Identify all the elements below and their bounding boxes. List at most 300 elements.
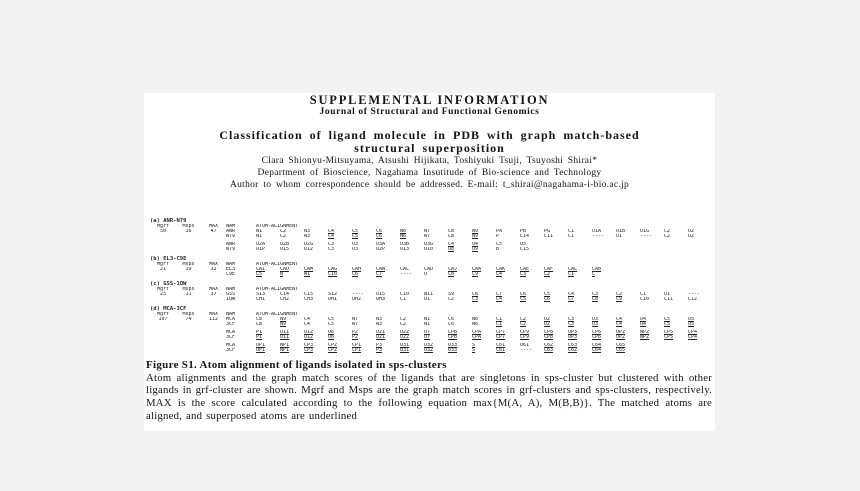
atom-cell: O2A <box>256 242 266 247</box>
atom-cell: CP6 <box>592 330 602 335</box>
atom-cell: C61 <box>496 343 506 348</box>
atom-cell: C63 <box>568 343 578 348</box>
alignment-section <box>150 306 715 353</box>
atom-cell: O4 <box>640 317 647 322</box>
atom-cell: C4 <box>616 322 623 327</box>
atom-cell: C3 <box>472 297 479 302</box>
atom-cell: B <box>496 247 500 252</box>
atom-cell: O9 <box>472 247 479 252</box>
ligand-name: 3CF <box>226 322 236 327</box>
atom-cell: CP9 <box>520 330 530 335</box>
atom-cell: C63 <box>544 348 554 353</box>
atom-cell: OP1 <box>256 348 266 353</box>
atom-cell: C4 <box>568 292 575 297</box>
score-msps: 74 <box>185 317 192 322</box>
atom-cell: N <box>280 272 284 277</box>
atom-cell: C3 <box>520 272 527 277</box>
atom-cell: C1 <box>400 297 407 302</box>
score-max <box>201 247 226 252</box>
atom-cell: CAM <box>304 267 314 272</box>
atom-cell: ---- <box>400 272 413 277</box>
atom-cell: C8 <box>592 297 599 302</box>
atom-cell: ---- <box>592 234 605 239</box>
alignment-row <box>150 297 715 302</box>
score-mgrf <box>150 322 176 327</box>
atom-cell: ---- <box>688 292 701 297</box>
col-header-max: MAX <box>208 224 219 229</box>
atom-cell: C4 <box>496 272 503 277</box>
score-max <box>201 335 226 340</box>
atom-cell: N7 <box>424 234 431 239</box>
atom-cell: C10 <box>328 272 338 277</box>
atom-cell: CP3 <box>304 343 314 348</box>
atom-cell: S <box>472 348 476 353</box>
atom-cell: CP5 <box>664 330 674 335</box>
atom-cell: OP3 <box>568 330 578 335</box>
atom-cell: P1 <box>256 330 263 335</box>
atom-cell: OH3 <box>376 297 386 302</box>
atom-cell: C2 <box>280 234 287 239</box>
ligand-name: GSS <box>226 292 236 297</box>
score-mgrf <box>150 348 176 353</box>
score-max <box>201 272 226 277</box>
score-msps <box>176 272 201 277</box>
atom-cell: C62 <box>544 343 554 348</box>
atom-cell: C12 <box>688 297 698 302</box>
atom-cell: O12 <box>304 335 314 340</box>
atom-cell: C4 <box>328 229 335 234</box>
atom-cell: CAH <box>352 267 362 272</box>
atom-cell: C61 <box>496 348 506 353</box>
atom-cell: CAE <box>520 267 530 272</box>
alignment-row <box>150 234 715 239</box>
atom-cell: O2 <box>544 317 551 322</box>
atom-cell: C6 <box>544 297 551 302</box>
atom-cell: O13 <box>400 247 410 252</box>
atom-cell: O3B <box>400 242 410 247</box>
atom-cell: PA <box>496 229 503 234</box>
atom-cell: N3 <box>304 234 311 239</box>
ligand-name: ANR <box>226 242 236 247</box>
atom-cell: CP4 <box>688 330 698 335</box>
ligand-name: N79 <box>226 234 236 239</box>
atom-cell: O3 <box>592 322 599 327</box>
col-header-mgrf: Mgrf <box>156 312 170 317</box>
alignment-row-group <box>150 292 715 302</box>
atom-cell: C2 <box>544 272 551 277</box>
atom-cell: N3 <box>376 322 383 327</box>
alignment-row-group <box>150 267 715 277</box>
col-header-atom-alignment: ATOM-ALIGNMENT <box>256 224 299 229</box>
atom-cell: O32 <box>424 348 434 353</box>
atom-cell: N3 <box>304 229 311 234</box>
atom-cell: C8 <box>472 292 479 297</box>
atom-alignment-tables <box>144 218 715 353</box>
atom-cell: CH1 <box>256 297 266 302</box>
atom-cell: P2 <box>352 330 359 335</box>
atom-cell: C3 <box>328 247 335 252</box>
atom-cell: C4 <box>304 317 311 322</box>
col-header-mgrf: Mgrf <box>156 262 170 267</box>
atom-cell: C62 <box>568 348 578 353</box>
atom-cell: C5 <box>328 322 335 327</box>
score-msps <box>176 322 201 327</box>
ligand-name: EL3 <box>226 267 236 272</box>
atom-cell: O1 <box>424 297 431 302</box>
atom-cell: O5 <box>688 322 695 327</box>
atom-cell: O6 <box>328 335 335 340</box>
atom-cell: O2 <box>544 322 551 327</box>
atom-cell: ---- <box>520 348 533 353</box>
atom-cell: O5 <box>688 317 695 322</box>
atom-cell: P2 <box>352 335 359 340</box>
atom-cell: O21 <box>376 330 386 335</box>
atom-cell: O15 <box>280 247 290 252</box>
atom-cell: C11 <box>544 234 554 239</box>
atom-cell: O1B <box>616 229 626 234</box>
article-title-line1: Classification of ligand molecule in PDB with graph match-based <box>219 128 640 142</box>
atom-cell: O31 <box>400 348 410 353</box>
atom-cell: O3 <box>592 317 599 322</box>
atom-cell: C8 <box>448 229 455 234</box>
atom-cell: CAB <box>592 267 602 272</box>
atom-cell: C5 <box>520 297 527 302</box>
atom-cell: O3G <box>424 242 434 247</box>
atom-cell: O12 <box>304 330 314 335</box>
atom-cell: C5 <box>496 242 503 247</box>
col-header-max: MAX <box>208 262 219 267</box>
atom-cell: NP1 <box>280 343 290 348</box>
atom-cell: C1 <box>496 317 503 322</box>
atom-cell: O4 <box>472 242 479 247</box>
ligand-name: MCA <box>226 343 236 348</box>
section-label: (a) ANR-N79 <box>150 218 187 224</box>
score-max <box>201 297 226 302</box>
atom-cell: C64 <box>592 343 602 348</box>
score-mgrf: 23 <box>159 292 167 297</box>
ligand-name: MCA <box>226 317 236 322</box>
score-msps: 11 <box>185 292 192 297</box>
atom-cell: CPB <box>448 335 458 340</box>
figure-caption-body: Atom alignments and the graph match scores of the ligands that are singletons in sps-cluster but clustered with other ligands in grf-cluster are shown. Mgrf and Msps are the graph match scores in grf-clusters and sps-clusters, respectively. MAX is the score calculated according to the following equation max{M(A, A), M(B,B)}. The matched atoms are aligned, and superposed atoms are underlined <box>146 371 712 422</box>
atom-cell: O5 <box>520 242 527 247</box>
atom-cell: O21 <box>376 335 386 340</box>
alignment-row-group <box>150 343 715 353</box>
atom-cell: N11 <box>424 292 434 297</box>
atom-cell: C2 <box>400 322 407 327</box>
score-max: 112 <box>208 317 219 322</box>
score-mgrf <box>150 335 176 340</box>
atom-cell: C15 <box>520 247 530 252</box>
atom-cell: C1 <box>640 292 647 297</box>
atom-cell: C3 <box>568 317 575 322</box>
col-header-msps: Msps <box>182 262 195 267</box>
atom-cell: C4 <box>496 297 503 302</box>
atom-cell: C2 <box>664 234 671 239</box>
atom-cell: C65 <box>616 343 626 348</box>
article-title <box>144 129 715 155</box>
col-header-max: MAX <box>208 287 219 292</box>
atom-cell: C8 <box>448 272 455 277</box>
atom-cell: CAF <box>544 267 554 272</box>
atom-cell: O3A <box>376 242 386 247</box>
atom-cell: C2 <box>400 317 407 322</box>
atom-cell: O22 <box>400 330 410 335</box>
atom-cell: OP2 <box>616 330 626 335</box>
atom-cell: CAK <box>496 267 506 272</box>
atom-cell: O22 <box>400 335 410 340</box>
alignment-row <box>150 348 715 353</box>
col-header-msps: Msps <box>182 312 195 317</box>
score-mgrf <box>150 247 176 252</box>
article-title-line2: structural superposition <box>354 141 505 155</box>
alignment-row <box>150 335 715 340</box>
score-max: 32 <box>210 267 217 272</box>
score-msps <box>176 335 201 340</box>
score-max: 37 <box>210 292 217 297</box>
atom-cell: C5 <box>352 229 359 234</box>
atom-cell: C10 <box>400 292 410 297</box>
atom-cell: C8 <box>256 317 263 322</box>
score-msps <box>176 234 201 239</box>
atom-cell: CPA <box>472 335 482 340</box>
atom-cell: CP1 <box>352 343 362 348</box>
atom-cell: C <box>592 272 596 277</box>
atom-cell: C8 <box>256 322 263 327</box>
atom-cell: S9 <box>448 292 455 297</box>
atom-cell: O2B <box>280 242 290 247</box>
atom-cell: N6 <box>400 234 407 239</box>
atom-cell: C2 <box>280 229 287 234</box>
ligand-name: 3CF <box>226 348 236 353</box>
document-page <box>144 93 715 431</box>
ligand-name: 1QW <box>226 297 236 302</box>
atom-cell: O2P <box>376 247 386 252</box>
alignment-section <box>150 256 715 277</box>
atom-cell: O <box>424 272 428 277</box>
atom-cell: CP2 <box>328 343 338 348</box>
atom-cell: O12 <box>304 247 314 252</box>
atom-cell: C65 <box>616 348 626 353</box>
atom-cell: O11 <box>280 330 290 335</box>
score-mgrf <box>150 297 176 302</box>
atom-cell: OP1 <box>256 343 266 348</box>
atom-cell: N1 <box>304 272 311 277</box>
authors-line: Clara Shionyu-Mitsuyama, Atsushi Hijikata, Toshiyuki Tsuji, Tsuyoshi Shirai* <box>261 156 598 166</box>
atom-cell: CP4 <box>688 335 698 340</box>
atom-cell: O10 <box>424 247 434 252</box>
atom-cell: O1G <box>640 229 650 234</box>
atom-cell: C10 <box>640 297 650 302</box>
atom-cell: PB <box>520 229 527 234</box>
ligand-name: C9E <box>226 272 236 277</box>
atom-cell: P3 <box>376 343 383 348</box>
alignment-row <box>150 247 715 252</box>
col-header-nam: NAM <box>226 287 236 292</box>
atom-cell: NP2 <box>640 330 650 335</box>
atom-cell: CP2 <box>328 348 338 353</box>
byline <box>144 155 715 191</box>
atom-cell: CP5 <box>664 335 674 340</box>
atom-cell: O33 <box>448 343 458 348</box>
figure-caption-heading: Figure S1. Atom alignment of ligands isolated in sps-clusters <box>146 359 447 371</box>
col-header-mgrf: Mgrf <box>156 224 170 229</box>
atom-cell: N7 <box>424 229 431 234</box>
atom-cell: N1 <box>424 317 431 322</box>
score-mgrf: 107 <box>158 317 168 322</box>
atom-cell: C5 <box>328 317 335 322</box>
ligand-name: N79 <box>226 247 236 252</box>
atom-cell: CP9 <box>520 335 530 340</box>
atom-cell: C5 <box>664 317 671 322</box>
atom-cell: OH2 <box>352 297 362 302</box>
atom-cell: O1P <box>256 247 266 252</box>
section-label: (b) EL3-C9E <box>150 256 187 262</box>
atom-cell: C14 <box>280 292 290 297</box>
alignment-row <box>150 272 715 277</box>
atom-cell: N6 <box>472 322 479 327</box>
atom-cell: C6 <box>448 322 455 327</box>
col-header-nam: NAM <box>226 262 236 267</box>
figure-caption <box>144 359 715 431</box>
section-label: (d) MCA-3CF <box>150 306 187 312</box>
col-header-max: MAX <box>208 312 219 317</box>
atom-cell: CPA <box>472 330 482 335</box>
atom-cell: C2 <box>520 317 527 322</box>
atom-cell: N7 <box>352 322 359 327</box>
col-header-msps: Msps <box>182 224 195 229</box>
atom-cell: N6 <box>472 317 479 322</box>
ligand-name: MCA <box>226 330 236 335</box>
atom-cell: C9 <box>616 297 623 302</box>
atom-cell: C2 <box>664 229 671 234</box>
atom-cell: CP7 <box>496 330 506 335</box>
score-msps <box>176 348 201 353</box>
atom-cell: C2 <box>520 322 527 327</box>
atom-cell: C5 <box>256 272 263 277</box>
col-header-msps: Msps <box>182 287 195 292</box>
score-max <box>201 348 226 353</box>
atom-cell: O61 <box>520 343 530 348</box>
atom-cell: C4 <box>616 317 623 322</box>
score-msps <box>176 297 201 302</box>
score-msps: 16 <box>185 229 192 234</box>
atom-cell: C3 <box>328 242 335 247</box>
col-header-atom-alignment: ATOM-ALIGNMENT <box>256 287 299 292</box>
col-header-nam: NAM <box>226 312 236 317</box>
score-mgrf <box>150 272 176 277</box>
atom-cell: N9 <box>280 322 287 327</box>
correspondence-line: Author to whom correspondence should be addressed. E-mail: t_shirai@nagahama-i-bio.ac.jp <box>229 180 630 190</box>
atom-cell: C6 <box>520 292 527 297</box>
atom-cell: C7 <box>376 272 383 277</box>
atom-cell: O11 <box>280 335 290 340</box>
atom-cell: C4 <box>304 322 311 327</box>
atom-cell: O1A <box>592 229 602 234</box>
atom-cell: NP1 <box>280 348 290 353</box>
atom-cell: CP7 <box>496 335 506 340</box>
alignment-section <box>150 281 715 302</box>
atom-cell: C3 <box>592 292 599 297</box>
atom-cell: S12 <box>328 292 338 297</box>
atom-cell: C15 <box>304 292 314 297</box>
atom-cell: O7 <box>424 330 431 335</box>
atom-cell: N6 <box>400 229 407 234</box>
atom-cell: CP8 <box>544 335 554 340</box>
atom-cell: CAA <box>472 267 482 272</box>
atom-cell: CP8 <box>544 330 554 335</box>
atom-cell: C2 <box>616 292 623 297</box>
atom-cell: O8 <box>448 247 455 252</box>
ligand-name: ANR <box>226 229 236 234</box>
atom-cell: O32 <box>424 343 434 348</box>
atom-cell: CH2 <box>280 297 290 302</box>
atom-cell: C6 <box>448 317 455 322</box>
atom-cell: NP2 <box>640 335 650 340</box>
atom-cell: C5 <box>352 234 359 239</box>
score-max <box>201 322 226 327</box>
atom-cell: CH3 <box>304 297 314 302</box>
score-msps <box>176 247 201 252</box>
atom-cell: C14 <box>520 234 530 239</box>
atom-cell: O2 <box>688 234 695 239</box>
atom-cell: CAC <box>400 267 410 272</box>
atom-cell: C6 <box>376 234 383 239</box>
atom-cell: S <box>472 343 476 348</box>
atom-cell: OP3 <box>568 335 578 340</box>
atom-cell: C1 <box>568 234 575 239</box>
col-header-atom-alignment: ATOM-ALIGNMENT <box>256 262 299 267</box>
alignment-row-group <box>150 229 715 239</box>
atom-cell: O6 <box>328 330 335 335</box>
col-header-atom-alignment: ATOM-ALIGNMENT <box>256 312 299 317</box>
alignment-row <box>150 322 715 327</box>
atom-cell: C6 <box>376 229 383 234</box>
atom-cell: P <box>496 234 500 239</box>
col-header-nam: NAM <box>226 224 236 229</box>
atom-cell: N9 <box>472 229 479 234</box>
atom-cell: C8 <box>448 234 455 239</box>
atom-cell: CAO <box>280 267 290 272</box>
atom-cell: CAG <box>328 267 338 272</box>
alignment-row-group <box>150 317 715 327</box>
atom-cell: OP2 <box>616 335 626 340</box>
atom-cell: O2 <box>688 229 695 234</box>
atom-cell: CAN <box>376 267 386 272</box>
atom-cell: CAD <box>424 267 434 272</box>
atom-cell: N3 <box>376 317 383 322</box>
atom-cell: N1 <box>256 234 263 239</box>
atom-cell: CPB <box>448 330 458 335</box>
journal-name: Journal of Structural and Functional Genomics <box>319 107 540 117</box>
atom-cell: O1 <box>664 292 671 297</box>
atom-cell: N7 <box>352 317 359 322</box>
score-msps: 19 <box>185 267 192 272</box>
score-mgrf: 21 <box>159 267 167 272</box>
score-max <box>201 234 226 239</box>
atom-cell: S13 <box>256 292 266 297</box>
atom-cell: N9 <box>472 234 479 239</box>
atom-cell: C2 <box>448 297 455 302</box>
atom-cell: CAJ <box>448 267 458 272</box>
section-label: (c) GSS-1QW <box>150 281 187 287</box>
atom-cell: C4 <box>448 242 455 247</box>
score-max: 47 <box>210 229 217 234</box>
atom-cell: O31 <box>400 343 410 348</box>
atom-cell: CP6 <box>592 335 602 340</box>
atom-cell: C1 <box>568 272 575 277</box>
atom-cell: C4 <box>328 234 335 239</box>
